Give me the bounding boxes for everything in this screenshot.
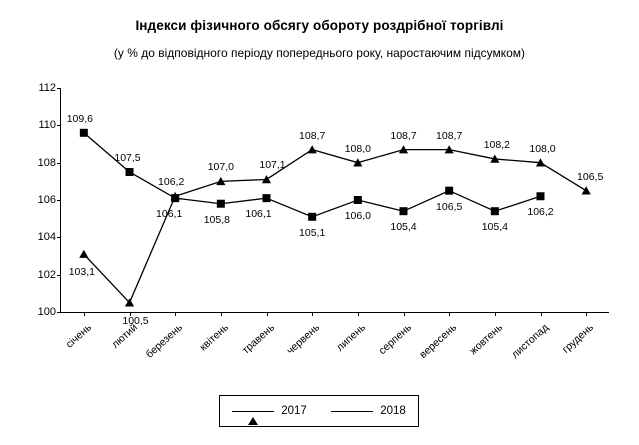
- data-point-label: 108,0: [344, 142, 371, 155]
- data-point-marker: [308, 145, 317, 153]
- data-point-marker: [80, 129, 88, 137]
- plot-area: [37, 82, 609, 361]
- y-axis-tick-label: 110: [38, 119, 56, 132]
- data-point-marker: [491, 207, 499, 215]
- legend-item-2018: [331, 405, 406, 417]
- x-axis-tick-mark: [495, 312, 496, 316]
- chart-subtitle: (у % до відповідного періоду попереднього року, наростаючим підсумком): [113, 46, 526, 60]
- y-axis-tick-mark: [57, 125, 61, 126]
- x-axis-tick-mark: [175, 312, 176, 316]
- data-point-label: 106,1: [245, 208, 272, 221]
- data-point-label: 105,8: [203, 213, 230, 226]
- x-axis-tick-label: березень: [143, 321, 186, 361]
- legend-label: 2017: [281, 405, 307, 417]
- x-axis-tick-mark: [221, 312, 222, 316]
- x-axis-tick-label: грудень: [560, 321, 597, 356]
- y-axis-tick-mark: [57, 237, 61, 238]
- legend-marker-square-icon: [331, 406, 373, 416]
- data-point-label: 105,4: [390, 221, 417, 234]
- data-point-label: 108,2: [483, 138, 510, 151]
- x-axis-tick-mark: [312, 312, 313, 316]
- legend-marker-triangle-icon: [232, 406, 274, 416]
- data-point-marker: [445, 187, 453, 195]
- chart-legend: [219, 395, 419, 427]
- x-axis-tick-mark: [586, 312, 587, 316]
- data-point-label: 106,5: [577, 170, 604, 183]
- data-point-label: 107,0: [207, 161, 234, 174]
- x-axis-tick-label: листопад: [508, 321, 551, 361]
- y-axis-tick-mark: [57, 312, 61, 313]
- data-point-label: 105,4: [481, 221, 508, 234]
- x-axis-tick-label: квітень: [197, 321, 231, 354]
- data-point-marker: [171, 194, 179, 202]
- data-point-label: 106,0: [344, 210, 371, 222]
- x-axis-tick-mark: [449, 312, 450, 316]
- data-point-marker: [79, 250, 88, 258]
- data-point-marker: [126, 168, 134, 176]
- x-axis-tick-label: вересень: [417, 321, 460, 361]
- y-axis-tick-mark: [57, 275, 61, 276]
- x-axis-tick-mark: [267, 312, 268, 316]
- y-axis-tick-mark: [57, 88, 61, 89]
- data-point-label: 106,2: [158, 176, 185, 189]
- series-layer: [61, 88, 609, 312]
- data-point-label: 107,5: [114, 152, 141, 164]
- y-axis-tick-mark: [57, 200, 61, 201]
- data-point-marker: [263, 194, 271, 202]
- legend-item-2017: [232, 405, 307, 417]
- x-axis-tick-label: серпень: [375, 321, 414, 358]
- y-axis-tick-label: 108: [37, 156, 56, 169]
- chart-title: Індекси фізичного обсягу обороту роздрібної торгівлі: [135, 18, 504, 33]
- data-point-label: 108,0: [529, 142, 556, 155]
- data-point-label: 108,7: [436, 129, 463, 142]
- x-axis-tick-label: червень: [284, 321, 323, 358]
- data-point-marker: [354, 196, 362, 204]
- data-point-label: 105,1: [299, 226, 326, 239]
- x-axis-tick-mark: [358, 312, 359, 316]
- data-point-marker: [537, 192, 545, 200]
- x-axis-tick-label: липень: [333, 321, 368, 354]
- data-point-marker: [400, 207, 408, 215]
- x-axis-tick-label: травень: [239, 321, 277, 357]
- data-point-label: 103,1: [68, 266, 95, 279]
- y-axis-tick-mark: [57, 163, 61, 164]
- data-point-label: 107,1: [259, 159, 286, 172]
- data-point-label: 108,7: [390, 129, 417, 142]
- data-point-label: 109,6: [66, 112, 93, 125]
- data-point-label: 100,5: [122, 314, 149, 327]
- y-axis-tick-label: 102: [37, 268, 56, 281]
- data-point-label: 106,5: [436, 200, 463, 213]
- y-axis-tick-label: 104: [37, 231, 56, 244]
- series-line-2017: [84, 150, 586, 303]
- data-point-marker: [217, 200, 225, 208]
- x-axis-tick-mark: [404, 312, 405, 316]
- data-point-label: 108,7: [299, 129, 326, 142]
- legend-label: 2018: [380, 405, 406, 417]
- x-axis-tick-label: жовтень: [467, 321, 505, 358]
- x-axis-tick-mark: [541, 312, 542, 316]
- y-axis-tick-label: 100: [37, 306, 56, 318]
- y-axis-tick-label: 112: [38, 82, 56, 94]
- y-axis-tick-label: 106: [37, 194, 56, 206]
- data-point-label: 106,1: [156, 208, 183, 221]
- x-axis-tick-mark: [84, 312, 85, 316]
- data-point-marker: [582, 186, 591, 194]
- x-axis-tick-label: лютий: [108, 321, 140, 351]
- x-axis-tick-label: січень: [63, 321, 94, 351]
- data-point-label: 106,2: [527, 206, 554, 219]
- data-point-marker: [308, 213, 316, 221]
